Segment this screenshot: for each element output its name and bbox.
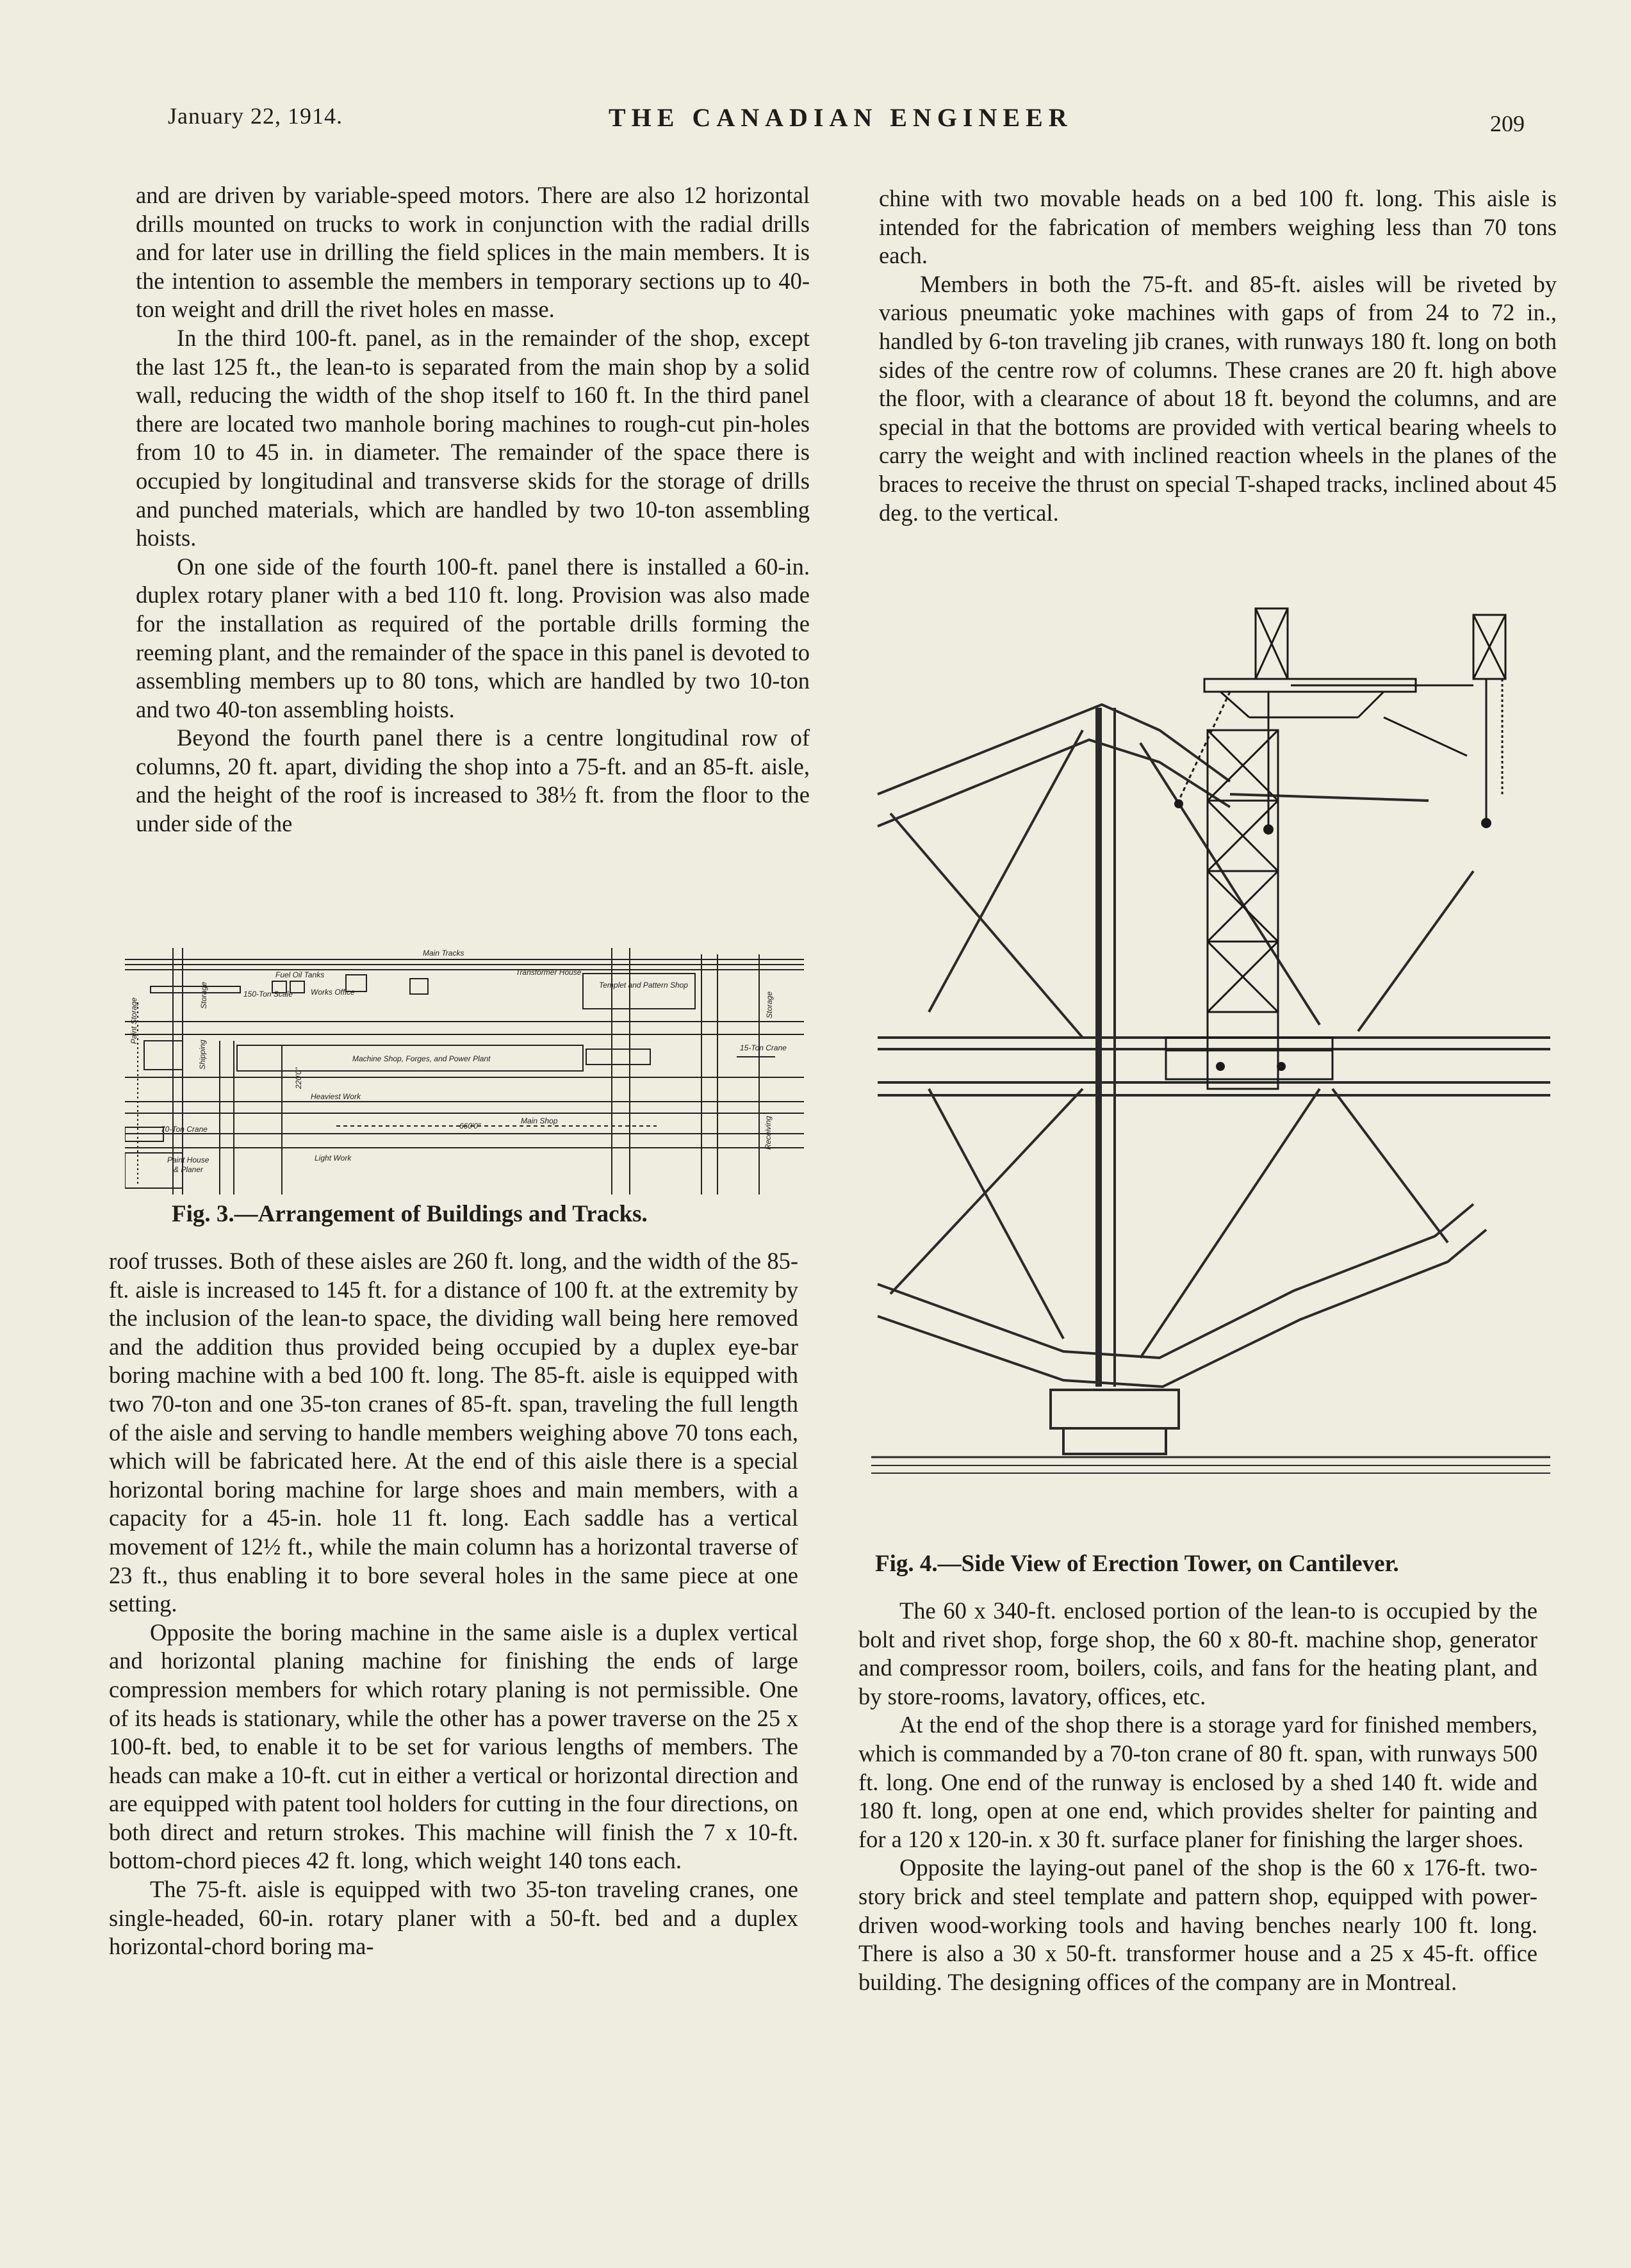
figure-3-site-plan xyxy=(125,942,804,1201)
right-column-bottom xyxy=(858,1597,1537,1996)
paragraph: Beyond the fourth panel there is a centre longitudinal row of columns, 20 ft. apart, dividing the shop into a 75-ft. and an 85-ft. aisle, and the height of the roof is increased to 38½ ft. from the floor to the under side of the xyxy=(136,724,810,837)
label-main-tracks: Main Tracks xyxy=(423,949,464,958)
label-shipping: Shipping xyxy=(198,1040,207,1070)
label-paint-storage: Paint Storage xyxy=(129,997,138,1044)
right-column-top xyxy=(879,184,1557,527)
issue-date: January 22, 1914. xyxy=(168,103,343,129)
paragraph: On one side of the fourth 100-ft. panel there is installed a 60-in. duplex rotary planer with a bed 110 ft. long. Provision was also made for the installation as required of the portable drills forming the reeming plant, and the remainder of the space in this panel is devoted to assembling members up to 80 tons, which are handled by two 10-ton and two 40-ton assembling hoists. xyxy=(136,553,810,722)
figure-4-erection-tower xyxy=(871,589,1550,1537)
journal-title: THE CANADIAN ENGINEER xyxy=(609,103,1073,132)
label-scale: 150-Ton Scale xyxy=(243,990,293,999)
label-paint-house: Paint House xyxy=(167,1155,209,1164)
paragraph: The 60 x 340-ft. enclosed portion of the lean-to is occupied by the bolt and rivet shop, forge shop, the 60 x 80-ft. machine shop, generator and compressor room, boilers, coils, and fans for the heating plant, and by store-rooms, lavatory, offices, etc. xyxy=(858,1597,1537,1709)
paragraph: In the third 100-ft. panel, as in the remainder of the shop, except the last 125 ft., the lean-to is separated from the main shop by a solid wall, reducing the width of the shop itself to 160 ft. In the third panel there are located two manhole boring machines to rough-cut pin-holes from 10 to 45 in. in diameter. The remainder of the space there is occupied by longitudinal and transverse skids for the storage of drills and punched materials, which are handled by two 10-ton assembling hoists. xyxy=(136,324,810,551)
label-light-work: Light Work xyxy=(315,1154,352,1163)
label-receiving: Receiving xyxy=(764,1116,773,1150)
label-15-ton-crane: 15-Ton Crane xyxy=(740,1043,787,1052)
label-template-shop: Templet and Pattern Shop xyxy=(599,981,688,990)
label-machine-shop: Machine Shop, Forges, and Power Plant xyxy=(352,1054,491,1063)
paragraph: Members in both the 75-ft. and 85-ft. aisles will be riveted by various pneumatic yoke machines with gaps of from 24 to 72 in., handled by 6-ton traveling jib cranes, with runways 180 ft. long on both sides of the centre row of columns. These cranes are 20 ft. high above the floor, with a clearance of about 18 ft. beyond the columns, and are special in that the bottoms are provided with vertical bearing wheels to carry the weight and with inclined reaction wheels in the planes of the braces to receive the thrust on special T-shaped tracks, inclined about 45 deg. to the vertical. xyxy=(879,270,1557,526)
figure-3-caption: Fig. 3.—Arrangement of Buildings and Tracks. xyxy=(172,1201,648,1227)
figure-4-caption: Fig. 4.—Side View of Erection Tower, on Cantilever. xyxy=(875,1551,1399,1577)
paragraph: Opposite the boring machine in the same aisle is a duplex vertical and horizontal planing machine for finishing the ends of large compression members for which rotary planing is not permissible. One of its heads is stationary, while the other has a power traverse on the 25 x 100-ft. bed, to enable it to be set for various lengths of members. The heads can make a 10-ft. cut in either a vertical or horizontal direction and are equipped with patent tool holders for cutting in the four directions, on both direct and return strokes. This machine will finish the 7 x 10-ft. bottom-chord pieces 42 ft. long, which weight 140 tons each. xyxy=(109,1619,798,1874)
label-storage-right: Storage xyxy=(765,991,774,1018)
label-planer: & Planer xyxy=(174,1165,204,1174)
paragraph: and are driven by variable-speed motors. There are also 12 horizontal drills mounted on trucks to work in conjunction with the radial drills and for later use in drilling the field splices in the main members. It is the intention to assemble the members in temporary sections up to 40-ton weight and drill the rivet holes en masse. xyxy=(136,182,810,323)
left-column-bottom xyxy=(109,1247,798,1961)
label-70-ton-crane: 70-Ton Crane xyxy=(161,1125,208,1134)
label-fuel-oil-tanks: Fuel Oil Tanks xyxy=(275,970,325,979)
label-main-shop: Main Shop xyxy=(521,1116,558,1125)
page-number: 209 xyxy=(1490,111,1525,136)
paragraph: roof trusses. Both of these aisles are 260 ft. long, and the width of the 85-ft. aisle is increased to 145 ft. for a distance of 100 ft. at the extremity by the inclusion of the lean-to space, the dividing wall being here removed and the addition thus provided being occupied by a duplex eye-bar boring machine with a bed 100 ft. long. The 85-ft. aisle is equipped with two 70-ton and one 35-ton cranes of 85-ft. span, traveling the full length of the aisle and serving to handle members weighing above 70 tons each, which will be fabricated here. At the end of this aisle there is a special horizontal boring machine for large shoes and main members, with a capacity for a 45-in. hole 11 ft. long. Each saddle has a vertical movement of 12½ ft., while the main column has a horizontal traverse of 23 ft., thus enabling it to bore several holes in the same piece at one setting. xyxy=(109,1248,798,1617)
paragraph: chine with two movable heads on a bed 100 ft. long. This aisle is intended for the fabrication of members weighing less than 70 tons each. xyxy=(879,185,1557,269)
paragraph: At the end of the shop there is a storage yard for finished members, which is commanded by a 70-ton crane of 80 ft. span, with runways 500 ft. long. One end of the runway is enclosed by a shed 140 ft. wide and 180 ft. long, open at one end, which provides shelter for painting and for a 120 x 120-in. x 30 ft. surface planer for finishing the larger shoes. xyxy=(858,1711,1537,1852)
paragraph: The 75-ft. aisle is equipped with two 35-ton traveling cranes, one single-headed, 60-in. rotary planer with a 50-ft. bed and a duplex horizontal-chord boring ma- xyxy=(109,1876,798,1960)
paragraph: Opposite the laying-out panel of the shop is the 60 x 176-ft. two-story brick and steel template and pattern shop, equipped with power-driven wood-working tools and having benches nearly 100 ft. long. There is also a 30 x 50-ft. transformer house and a 25 x 45-ft. office building. The designing offices of the company are in Montreal. xyxy=(858,1854,1537,1995)
label-dimension-width: 220'0" xyxy=(294,1067,303,1089)
left-column-top xyxy=(136,181,810,838)
label-transformer-house: Transformer House xyxy=(516,968,582,977)
label-dimension-length: 660'0" xyxy=(459,1122,481,1130)
label-heaviest-work: Heaviest Work xyxy=(311,1092,361,1101)
label-works-office: Works Office xyxy=(311,988,355,997)
label-storage-left: Storage xyxy=(199,981,208,1009)
